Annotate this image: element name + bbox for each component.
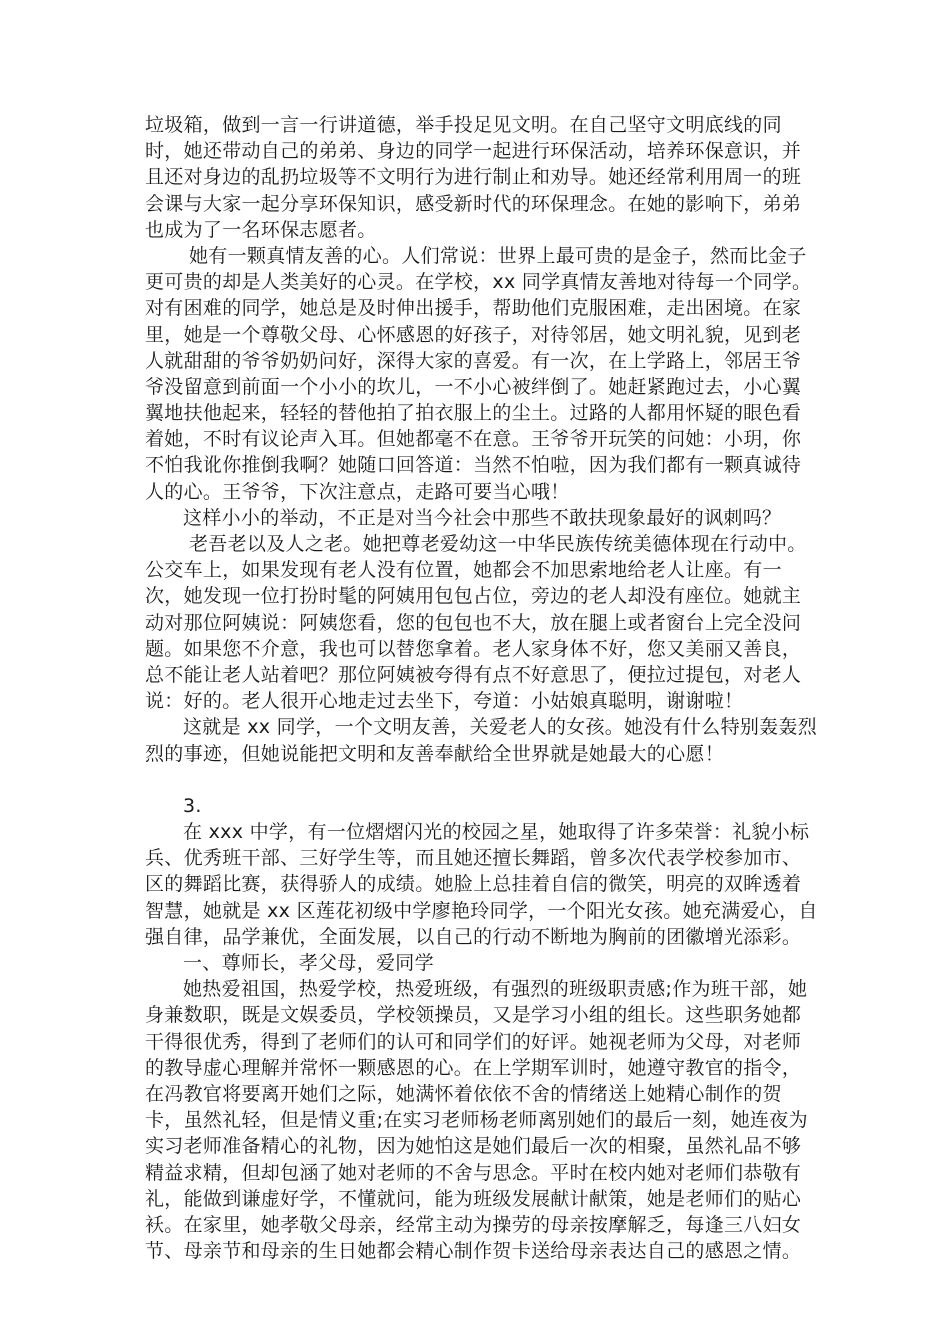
text-line: 这样小小的举动，不正是对当今社会中那些不敢扶现象最好的讽刺吗？ bbox=[183, 506, 782, 529]
text-line: 身兼数职，既是文娱委员，学校领操员，又是学习小组的组长。这些职务她都 bbox=[145, 1004, 802, 1027]
text-line: 时，她还带动自己的弟弟、身边的同学一起进行环保活动，培养环保意识，并 bbox=[145, 140, 802, 163]
text-line: 她有一颗真情友善的心。人们常说：世界上最可贵的是金子，然而比金子 bbox=[189, 244, 807, 267]
text-line: 在冯教官将要离开她们之际，她满怀着依依不舍的情绪送上她精心制作的贺 bbox=[145, 1082, 782, 1105]
text-line: 兵、优秀班干部、三好学生等，而且她还擅长舞蹈，曾多次代表学校参加市、 bbox=[145, 847, 802, 870]
text-line: 着她，不时有议论声入耳。但她都毫不在意。王爷爷开玩笑的问她：小玥，你 bbox=[145, 428, 802, 451]
text-line: 说：好的。老人很开心地走过去坐下，夸道：小姑娘真聪明，谢谢啦！ bbox=[145, 690, 744, 713]
text-line: 更可贵的却是人类美好的心灵。在学校，xx 同学真情友善地对待每一个同学。 bbox=[145, 271, 812, 294]
section-heading: 一、尊师长，孝父母，爱同学 bbox=[183, 952, 434, 974]
text-line: 人的心。王爷爷，下次注意点，走路可要当心哦！ bbox=[145, 480, 570, 503]
text-line: 强自律，品学兼优，全面发展，以自己的行动不断地为胸前的团徽增光添彩。 bbox=[145, 925, 802, 948]
text-line: 节、母亲节和母亲的生日她都会精心制作贺卡送给母亲表达自己的感恩之情。 bbox=[145, 1240, 802, 1263]
text-line: 精益求精，但却包涵了她对老师的不舍与思念。平时在校内她对老师们恭敬有 bbox=[145, 1161, 802, 1184]
text-line: 总不能让老人站着吧？那位阿姨被夸得有点不好意思了，便拉过提包，对老人 bbox=[145, 663, 802, 686]
text-line: 也成为了一名环保志愿者。 bbox=[145, 218, 377, 241]
text-line: 在 xxx 中学，有一位熠熠闪光的校园之星，她取得了许多荣誉：礼貌小标 bbox=[183, 821, 810, 844]
text-line: 动对那位阿姨说：阿姨您看，您的包包也不大，放在腿上或者窗台上完全没问 bbox=[145, 611, 802, 634]
text-line: 袄。在家里，她孝敬父母亲，经常主动为操劳的母亲按摩解乏，每逢三八妇女 bbox=[145, 1213, 802, 1236]
text-line: 里，她是一个尊敬父母、心怀感恩的好孩子，对待邻居，她文明礼貌，见到老 bbox=[145, 323, 802, 346]
text-line: 烈的事迹，但她说能把文明和友善奉献给全世界就是她最大的心愿！ bbox=[145, 742, 725, 765]
text-line: 她热爱祖国，热爱学校，热爱班级，有强烈的班级职责感;作为班干部，她 bbox=[183, 978, 808, 1001]
text-line: 的教导虚心理解并常怀一颗感恩的心。在上学期军训时，她遵守教官的指令， bbox=[145, 1056, 802, 1079]
text-line: 智慧，她就是 xx 区莲花初级中学廖艳玲同学，一个阳光女孩。她充满爱心，自 bbox=[145, 899, 818, 922]
text-line: 人就甜甜的爷爷奶奶问好，深得大家的喜爱。有一次，在上学路上，邻居王爷 bbox=[145, 349, 802, 372]
text-line: 这就是 xx 同学，一个文明友善，关爱老人的女孩。她没有什么特别轰轰烈 bbox=[183, 716, 818, 739]
paragraph-gap bbox=[145, 767, 805, 793]
text-line: 次，她发现一位打扮时髦的阿姨用包包占位，旁边的老人却没有座位。她就主 bbox=[145, 585, 802, 608]
text-line: 垃圾箱，做到一言一行讲道德，举手投足见文明。在自己坚守文明底线的同 bbox=[145, 114, 782, 136]
text-line: 且还对身边的乱扔垃圾等不文明行为进行制止和劝导。她还经常利用周一的班 bbox=[145, 166, 802, 189]
text-line: 老吾老以及人之老。她把尊老爱幼这一中华民族传统美德体现在行动中。 bbox=[189, 533, 807, 555]
text-line: 会课与大家一起分享环保知识，感受新时代的环保理念。在她的影响下，弟弟 bbox=[145, 192, 802, 215]
text-line: 翼地扶他起来，轻轻的替他拍了拍衣服上的尘土。过路的人都用怀疑的眼色看 bbox=[145, 402, 802, 425]
text-line: 礼，能做到谦虚好学，不懂就问，能为班级发展献计献策，她是老师们的贴心 bbox=[145, 1187, 802, 1210]
text-line: 对有困难的同学，她总是及时伸出援手，帮助他们克服困难，走出困境。在家 bbox=[145, 297, 802, 320]
text-line: 实习老师准备精心的礼物，因为她怕这是她们最后一次的相聚，虽然礼品不够 bbox=[145, 1135, 802, 1158]
text-line: 干得很优秀，得到了老师们的认可和同学们的好评。她视老师为父母，对老师 bbox=[145, 1030, 802, 1053]
text-line: 题。如果您不介意，我也可以替您拿着。老人家身体不好，您又美丽又善良， bbox=[145, 637, 802, 660]
text-line: 区的舞蹈比赛，获得骄人的成绩。她脸上总挂着自信的微笑，明亮的双眸透着 bbox=[145, 873, 802, 896]
document-body bbox=[145, 112, 818, 1264]
text-line: 卡，虽然礼轻，但是情义重;在实习老师杨老师离别她们的最后一刻，她连夜为 bbox=[145, 1109, 808, 1132]
text-line: 公交车上，如果发现有老人没有位置，她都会不加思索地给老人让座。有一 bbox=[145, 559, 782, 582]
text-line: 不怕我讹你推倒我啊？她随口回答道：当然不怕啦，因为我们都有一颗真诚待 bbox=[145, 454, 802, 477]
section-number: 3. bbox=[183, 794, 202, 817]
text-line: 爷没留意到前面一个小小的坎儿，一不小心被绊倒了。她赶紧跑过去，小心翼 bbox=[145, 375, 802, 398]
